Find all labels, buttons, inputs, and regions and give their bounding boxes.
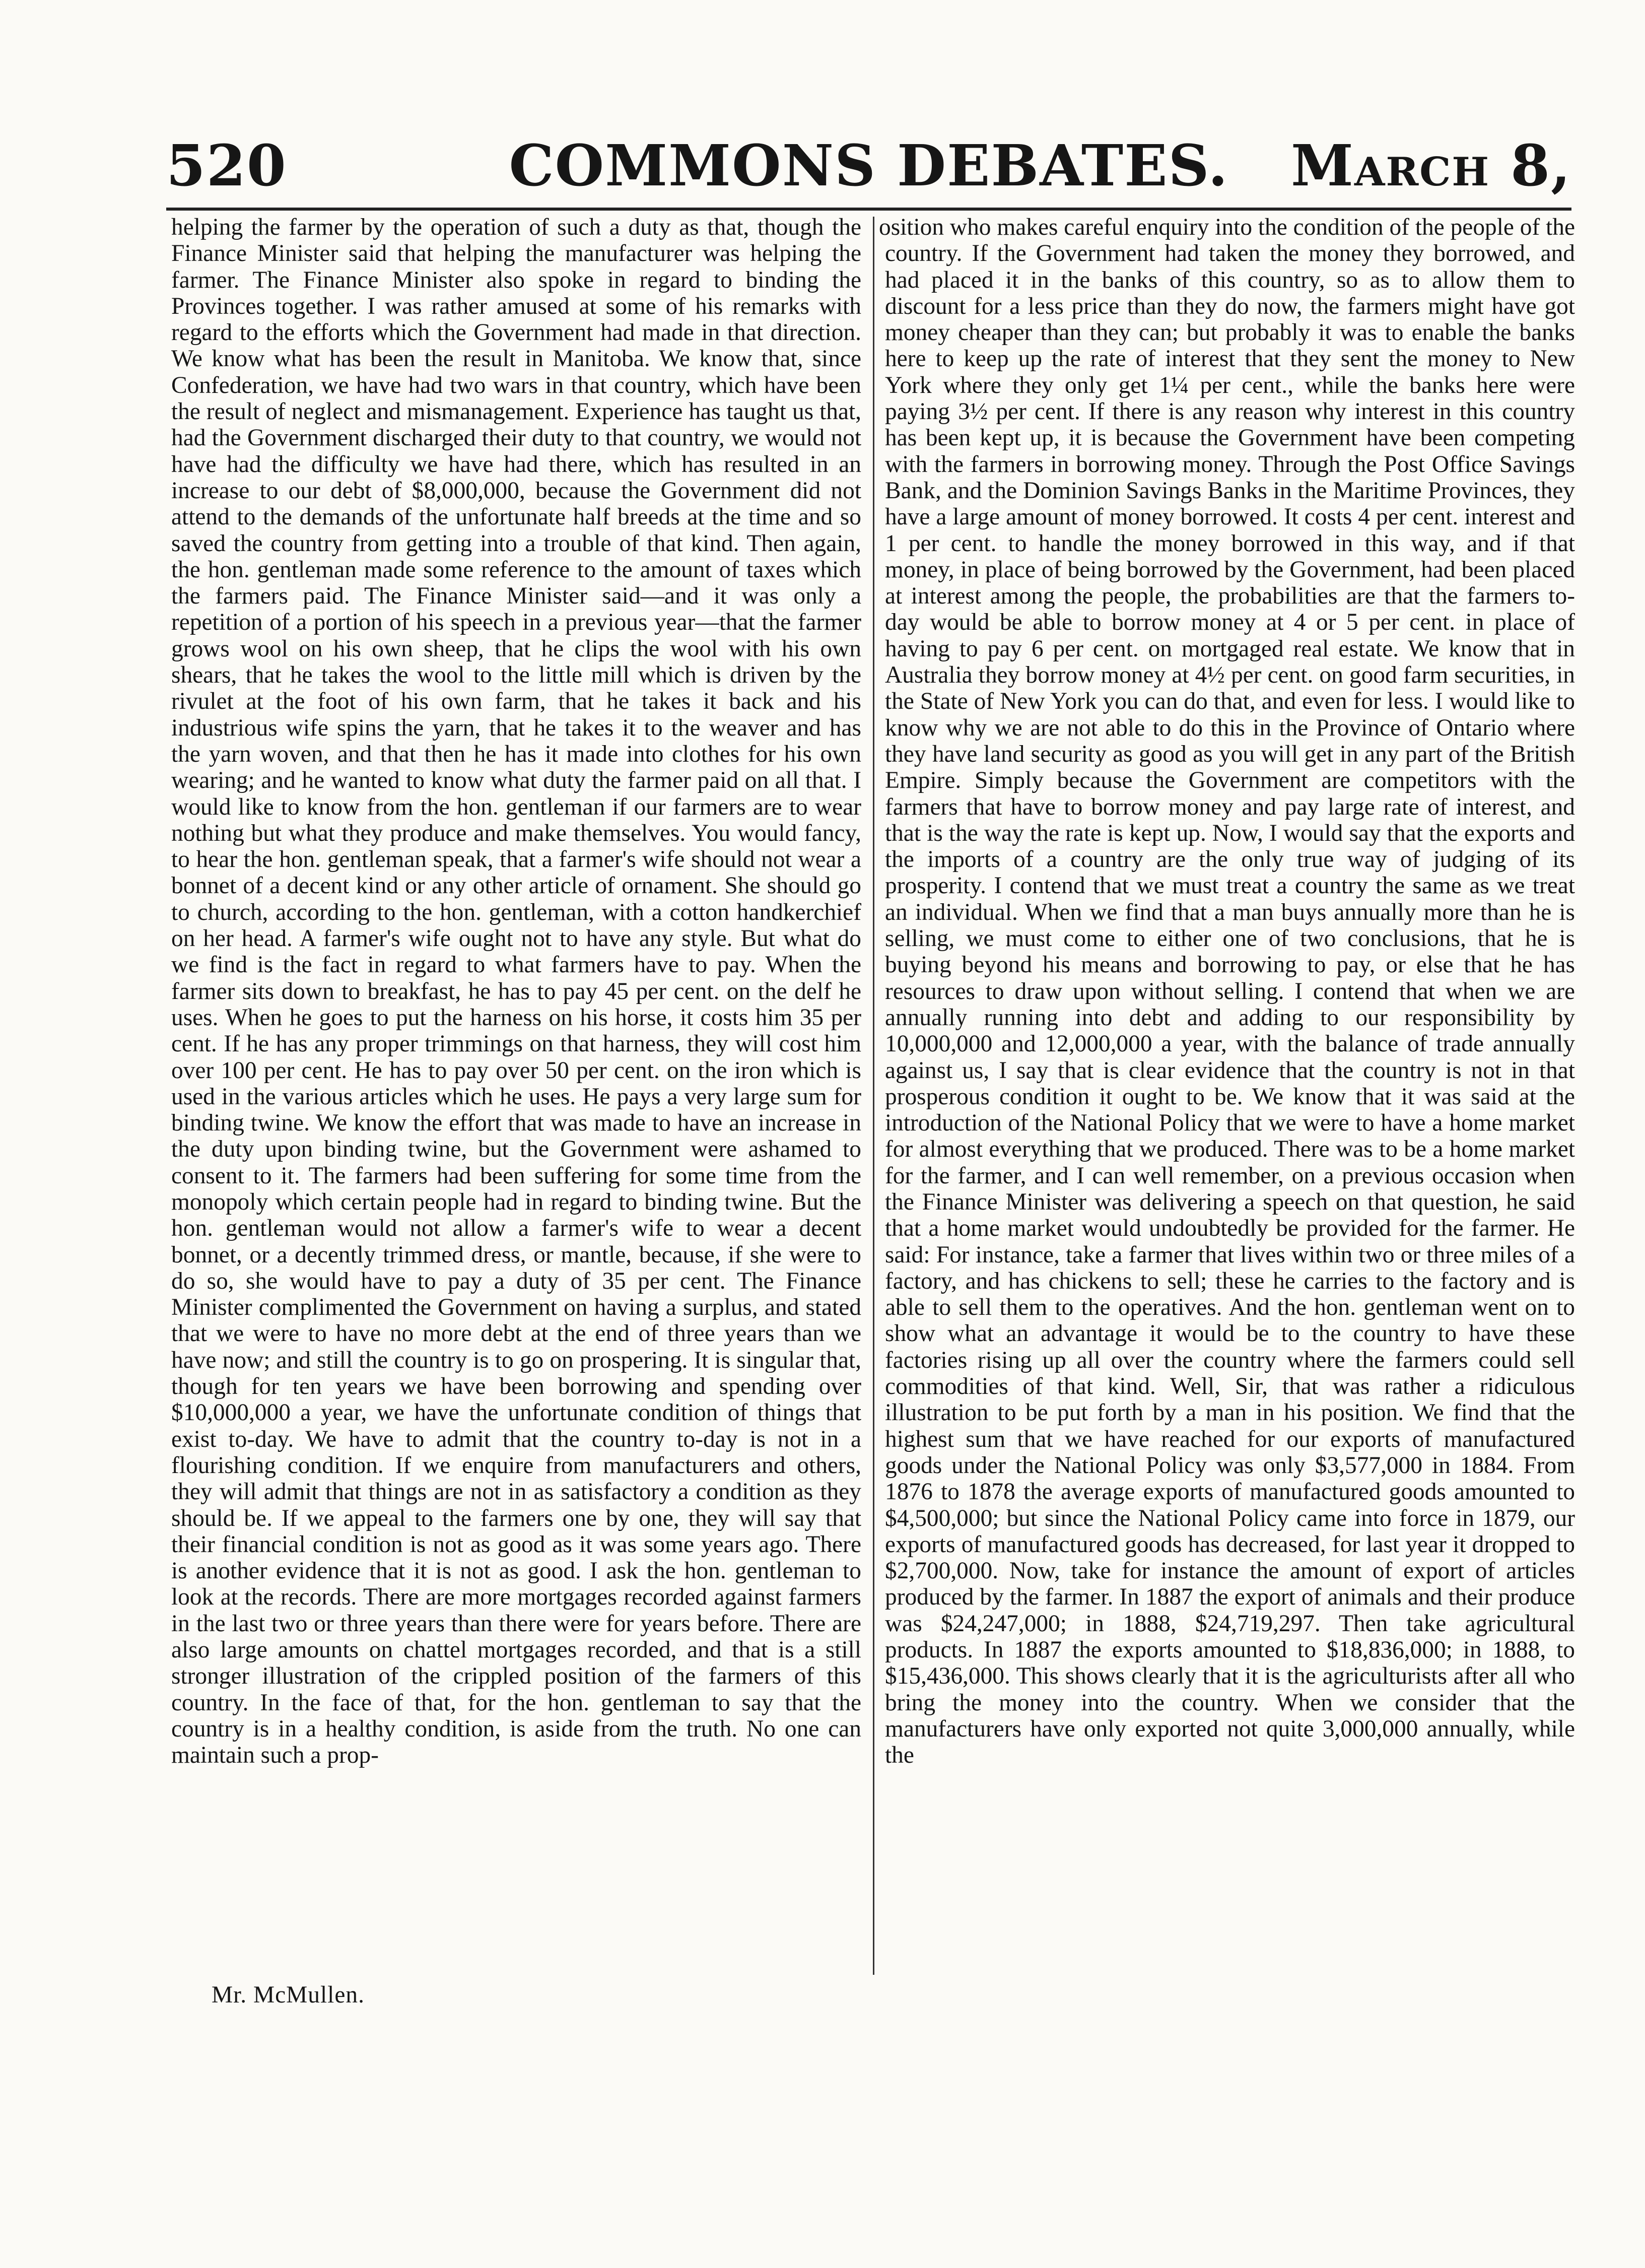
left-column-text: helping the farmer by the operation of such a duty as that, though the Finance Minister said that helping the manufacturer was helping the farmer. The Finance Minister also spoke in regard to binding the Provinces together. I was rather amused at some of his remarks with regard to the efforts which the Government had made in that direction. We know what has been the result in Manitoba. We know that, since Confederation, we have had two wars in that country, which have been the result of neglect and mismanagement. Experience has taught us that, had the Government discharged their duty to that country, we would not have had the difficulty we have had there, which has resulted in an increase to our debt of $8,000,000, because the Government did not attend to the demands of the unfortunate half breeds at the time and so saved the country from getting into a trouble of that kind. Then again, the hon. gentleman made some reference to the amount of taxes which the farmers paid. The Finance Minister said—and it was only a repetition of a portion of his speech in a previous year—that the farmer grows wool on his own sheep, that he clips the wool with his own shears, that he takes the wool to the little mill which is driven by the rivulet at the foot of his own farm, that he takes it back and his industrious wife spins the yarn, that he takes it to the weaver and has the yarn woven, and that then he has it made into clothes for his own wearing; and he wanted to know what duty the farmer paid on all that. I would like to know from the hon. gentleman if our farmers are to wear nothing but what they produce and make themselves. You would fancy, to hear the hon. gentleman speak, that a farmer's wife should not wear a bonnet of a decent kind or any other article of ornament. She should go to church, according to the hon. gentleman, with a cotton handkerchief on her head. A farmer's wife ought not to have any style. But what do we find is the fact in regard to what farmers have to pay. When the farmer sits down to breakfast, he has to pay 45 per cent. on the delf he uses. When he goes to put the harness on his horse, it costs him 35 per cent. If he has any proper trimmings on that harness, they will cost him over 100 per cent. He has to pay over 50 per cent. on the iron which is used in the various articles which he uses. He pays a very large sum for binding twine. We know the effort that was made to have an increase in the duty upon binding twine, but the Government were ashamed to consent to it. The farmers had been suffering for some time from the monopoly which certain people had in regard to binding twine. But the hon. gentleman would not allow a farmer's wife to wear a decent bonnet, or a decently trimmed dress, or mantle, because, if she were to do so, she would have to pay a duty of 35 per cent. The Finance Minister complimented the Government on having a surplus, and stated that we were to have no more debt at the end of three years than we have now; and still the country is to go on prospering. It is singular that, though for ten years we have been borrowing and spending over $10,000,000 a year, we have the unfortunate condition of things that exist to-day. We have to admit that the country to-day is not in a flourishing condition. If we enquire from manufacturers and others, they will admit that things are not in as satisfactory a condition as they should be. If we appeal to the farmers one by one, they will say that their financial condition is not as good as it was some years ago. There is another evidence that it is not as good. I ask the hon. gentleman to look at the records. There are more mortgages recorded against farmers in the last two or three years than there were for years before. There are also large amounts on chattel mortgages recorded, and that is a still stronger illustration of the crippled position of the farmers of this country. In the face of that, for the hon. gentleman to say that the country is in a healthy condition, is aside from the truth. No one can maintain such a prop- [171,214,861,1769]
right-column-text: osition who makes careful enquiry into the condition of the people of the country. If the Government had taken the money they borrowed, and had placed it in the banks of this country, so as to allow them to discount for a less price than they do now, the farmers might have got money cheaper than they can; but probably it was to enable the banks here to keep up the rate of interest that they sent the money to New York where they only get 1¼ per cent., while the banks here were paying 3½ per cent. If there is any reason why interest in this country has been kept up, it is because the Government have been competing with the farmers in borrowing money. Through the Post Office Savings Bank, and the Dominion Savings Banks in the Maritime Provinces, they have a large amount of money borrowed. It costs 4 per cent. interest and 1 per cent. to handle the money borrowed in this way, and if that money, in place of being borrowed by the Government, had been placed at interest among the people, the probabilities are that the farmers to-day would be able to borrow money at 4 or 5 per cent. in place of having to pay 6 per cent. on mortgaged real estate. We know that in Australia they borrow money at 4½ per cent. on good farm securities, in the State of New York you can do that, and even for less. I would like to know why we are not able to do this in the Province of Ontario where they have land security as good as you will get in any part of the British Empire. Simply because the Government are competitors with the farmers that have to borrow money and pay large rate of interest, and that is the way the rate is kept up. Now, I would say that the exports and the imports of a country are the only true way of judging of its prosperity. I contend that we must treat a country the same as we treat an individual. When we find that a man buys annually more than he is selling, we must come to either one of two conclusions, that he is buying beyond his means and borrowing to pay, or else that he has resources to draw upon without selling. I contend that when we are annually running into debt and adding to our responsibility by 10,000,000 and 12,000,000 a year, with the balance of trade annually against us, I say that is clear evidence that the country is not in that prosperous condition it ought to be. We know that it was said at the introduction of the National Policy that we were to have a home market for almost everything that we produced. There was to be a home market for the farmer, and I can well remember, on a previous occasion when the Finance Minister was delivering a speech on that question, he said that a home market would undoubtedly be provided for the farmer. He said: For instance, take a farmer that lives within two or three miles of a factory, and has chickens to sell; these he carries to the factory and is able to sell them to the operatives. And the hon. gentleman went on to show what an advantage it would be to the country to have these factories rising up all over the country where the farmers could sell commodities of that kind. Well, Sir, that was rather a ridiculous illustration to be put forth by a man in his position. We find that the highest sum that we have reached for our exports of manufactured goods under the National Policy was only $3,577,000 in 1884. From 1876 to 1878 the average exports of manufactured goods amounted to $4,500,000; but since the National Policy came into force in 1879, our exports of manufactured goods has decreased, for last year it dropped to $2,700,000. Now, take for instance the amount of export of articles produced by the farmer. In 1887 the export of animals and their produce was $24,247,000; in 1888, $24,719,297. Then take agricultural products. In 1887 the exports amounted to $18,836,000; in 1888, to $15,436,000. This shows clearly that it is the agriculturists after all who bring the money into the country. When we consider that the manufacturers have only exported not quite 3,000,000 annually, while the [879,214,1575,1769]
column-divider [873,217,874,1975]
page-number: 520 [166,133,287,199]
page-header [166,128,1571,204]
speaker-label: Mr. McMullen. [212,1982,365,2008]
header-rule [166,208,1571,211]
right-column [879,214,1575,1769]
page-date: March 8, [1290,133,1571,199]
left-column [171,214,861,1769]
journal-title: COMMONS DEBATES. [509,133,1229,199]
